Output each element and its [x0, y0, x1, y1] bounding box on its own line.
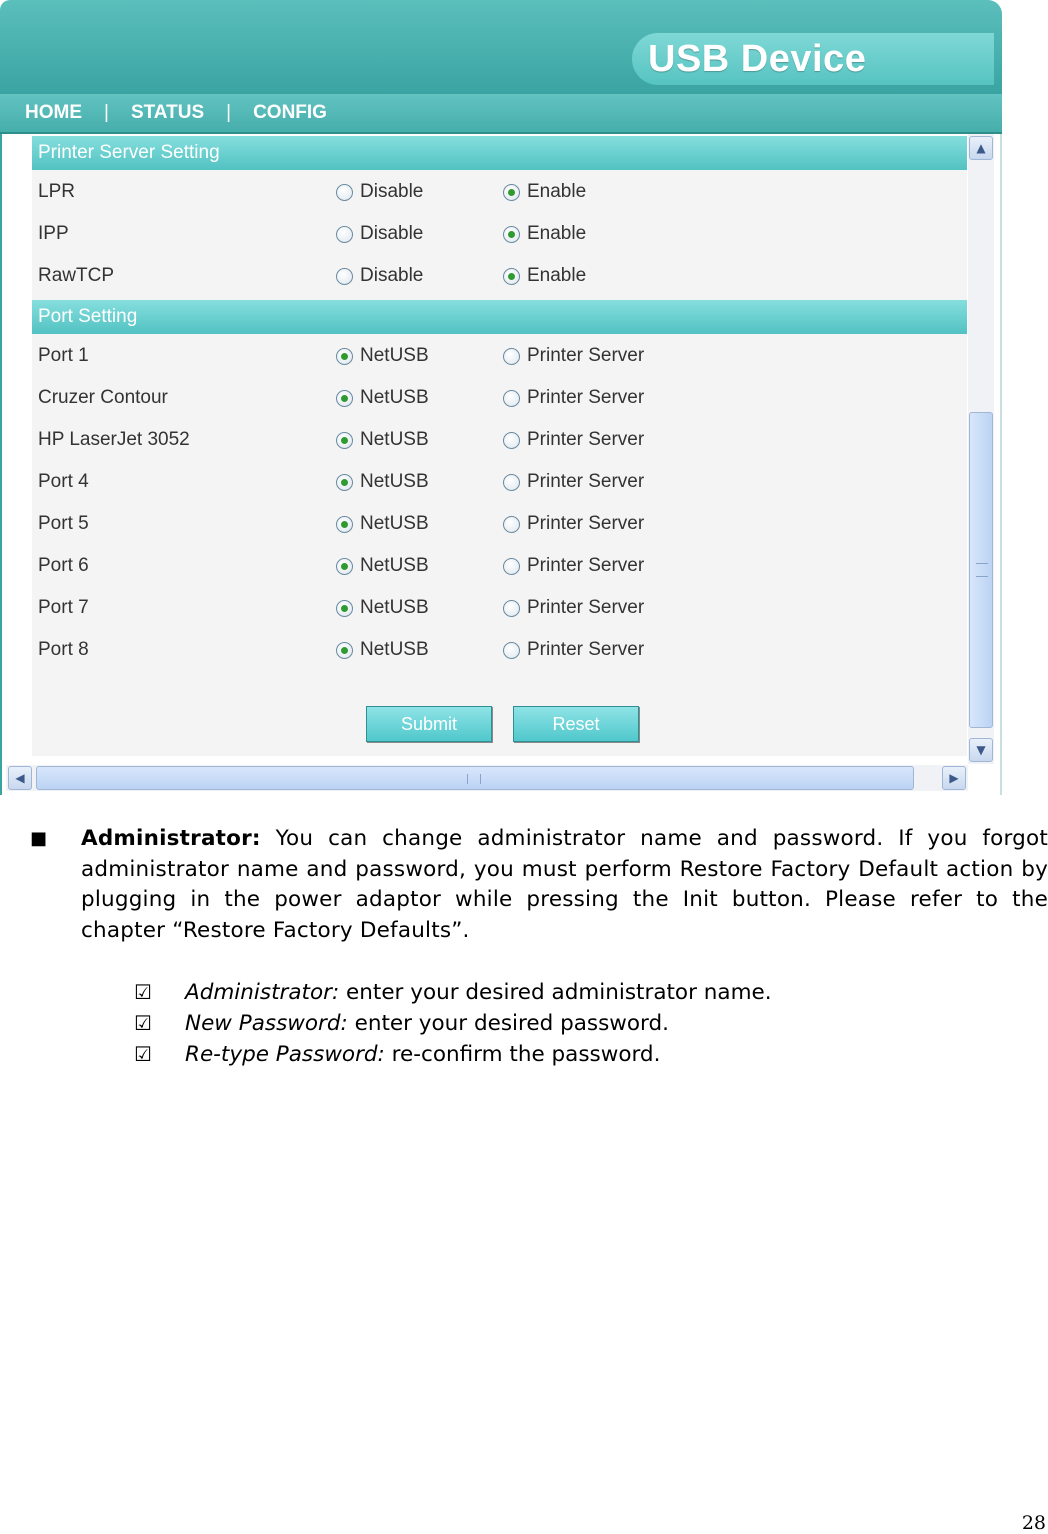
port-7-netusb-radio[interactable] [336, 597, 429, 619]
lpr-disable-radio[interactable] [336, 181, 423, 203]
vertical-scroll-thumb[interactable] [969, 412, 993, 728]
option-label: NetUSB [360, 513, 429, 534]
row-hp-laserjet [38, 426, 938, 456]
scroll-left-icon[interactable]: ◀ [8, 766, 32, 790]
option-label: Disable [360, 223, 424, 244]
option-label: Printer Server [527, 429, 645, 450]
option-label: Printer Server [527, 345, 645, 366]
row-label: Port 7 [38, 597, 89, 618]
port-7-printer-server-radio[interactable] [503, 597, 644, 619]
radio-icon [503, 600, 520, 617]
option-label: NetUSB [360, 345, 429, 366]
row-lpr [38, 178, 938, 208]
lpr-enable-radio[interactable] [503, 181, 586, 203]
row-port-8 [38, 636, 938, 666]
web-admin-screenshot [0, 0, 1002, 795]
radio-selected-icon [336, 432, 353, 449]
scroll-right-icon[interactable]: ▶ [942, 766, 966, 790]
row-port-4 [38, 468, 938, 498]
row-cruzer-contour [38, 384, 938, 414]
scroll-down-icon[interactable]: ▼ [969, 738, 993, 762]
checklist-desc: re-confirm the password. [391, 1042, 661, 1067]
port-8-printer-server-radio[interactable] [503, 639, 644, 661]
radio-selected-icon [336, 558, 353, 575]
option-label: Disable [360, 265, 424, 286]
checklist-term: Administrator: [185, 980, 340, 1005]
port-5-netusb-radio[interactable] [336, 513, 429, 535]
checkbox-icon: ☑ [134, 980, 152, 1004]
radio-selected-icon [503, 226, 520, 243]
port-8-netusb-radio[interactable] [336, 639, 429, 661]
option-label: Enable [527, 181, 587, 202]
port-2-printer-server-radio[interactable] [503, 387, 644, 409]
port-6-printer-server-radio[interactable] [503, 555, 644, 577]
checkbox-icon: ☑ [134, 1011, 152, 1035]
option-label: Printer Server [527, 597, 645, 618]
nav-home[interactable]: HOME [25, 102, 82, 123]
scroll-up-icon[interactable]: ▲ [969, 136, 993, 160]
row-label: Port 5 [38, 513, 89, 534]
port-3-printer-server-radio[interactable] [503, 429, 644, 451]
radio-selected-icon [336, 348, 353, 365]
grip-icon [467, 774, 481, 784]
port-4-printer-server-radio[interactable] [503, 471, 644, 493]
port-1-printer-server-radio[interactable] [503, 345, 644, 367]
checkbox-icon: ☑ [134, 1042, 152, 1066]
vertical-scrollbar[interactable] [968, 134, 994, 764]
checklist-item [185, 1011, 669, 1036]
horizontal-scroll-thumb[interactable] [36, 766, 914, 790]
row-label: IPP [38, 223, 69, 244]
radio-selected-icon [336, 516, 353, 533]
radio-selected-icon [503, 184, 520, 201]
radio-selected-icon [503, 268, 520, 285]
radio-icon [336, 226, 353, 243]
checklist-term: New Password: [185, 1011, 348, 1036]
option-label: Printer Server [527, 639, 645, 660]
radio-icon [503, 558, 520, 575]
row-port-6 [38, 552, 938, 582]
option-label: Printer Server [527, 387, 645, 408]
reset-button[interactable]: Reset [513, 706, 639, 742]
port-2-netusb-radio[interactable] [336, 387, 429, 409]
option-label: NetUSB [360, 471, 429, 492]
option-label: Enable [527, 223, 587, 244]
admin-body: You can change administrator name and password. If you forgot administrator name and password, you must perform Restore Factory Default action by plugging in the power adaptor while pressing the Init button. Please refer to the chapter “Restore Factory Defaults”. [81, 826, 1048, 943]
nav-config[interactable]: CONFIG [253, 102, 327, 123]
checklist-desc: enter your desired administrator name. [346, 980, 772, 1005]
option-label: Printer Server [527, 555, 645, 576]
radio-selected-icon [336, 642, 353, 659]
row-port-1 [38, 342, 938, 372]
grip-icon [976, 563, 988, 577]
row-label: Port 6 [38, 555, 89, 576]
radio-icon [503, 390, 520, 407]
row-label: Port 4 [38, 471, 89, 492]
checklist-item [185, 1042, 660, 1067]
nav-bar [0, 94, 1002, 134]
row-port-5 [38, 510, 938, 540]
section-printer-server: Printer Server Setting [32, 136, 967, 170]
radio-selected-icon [336, 390, 353, 407]
checklist-item [185, 980, 772, 1005]
radio-icon [336, 268, 353, 285]
submit-button[interactable]: Submit [366, 706, 492, 742]
radio-icon [503, 516, 520, 533]
checklist-term: Re-type Password: [185, 1042, 385, 1067]
section-port-setting: Port Setting [32, 300, 967, 334]
row-label: Port 1 [38, 345, 89, 366]
radio-icon [503, 348, 520, 365]
rawtcp-enable-radio[interactable] [503, 265, 586, 287]
option-label: Printer Server [527, 471, 645, 492]
option-label: Enable [527, 265, 587, 286]
radio-icon [503, 432, 520, 449]
row-label: HP LaserJet 3052 [38, 429, 190, 450]
row-label: Cruzer Contour [38, 387, 168, 408]
option-label: Printer Server [527, 513, 645, 534]
radio-selected-icon [336, 600, 353, 617]
port-1-netusb-radio[interactable] [336, 345, 429, 367]
radio-icon [503, 474, 520, 491]
rawtcp-disable-radio[interactable] [336, 265, 423, 287]
option-label: NetUSB [360, 555, 429, 576]
row-ipp [38, 220, 938, 250]
nav-separator: | [226, 102, 232, 123]
ipp-disable-radio[interactable] [336, 223, 423, 245]
row-label: LPR [38, 181, 75, 202]
option-label: NetUSB [360, 597, 429, 618]
nav-status[interactable]: STATUS [130, 102, 205, 123]
horizontal-scrollbar[interactable] [6, 765, 968, 791]
admin-description [81, 824, 1048, 946]
port-6-netusb-radio[interactable] [336, 555, 429, 577]
option-label: NetUSB [360, 387, 429, 408]
row-label: RawTCP [38, 265, 115, 286]
radio-icon [336, 184, 353, 201]
header-bar [0, 0, 1002, 94]
port-5-printer-server-radio[interactable] [503, 513, 644, 535]
option-label: Disable [360, 181, 424, 202]
checklist-desc: enter your desired password. [354, 1011, 669, 1036]
admin-heading: Administrator: [81, 826, 261, 851]
row-label: Port 8 [38, 639, 89, 660]
brand-logo: USB Device [632, 33, 994, 85]
option-label: NetUSB [360, 639, 429, 660]
page-number: 28 [1021, 1512, 1046, 1534]
radio-icon [503, 642, 520, 659]
option-label: NetUSB [360, 429, 429, 450]
port-4-netusb-radio[interactable] [336, 471, 429, 493]
nav-separator: | [104, 102, 109, 123]
ipp-enable-radio[interactable] [503, 223, 586, 245]
row-rawtcp [38, 262, 938, 292]
row-port-7 [38, 594, 938, 624]
port-3-netusb-radio[interactable] [336, 429, 429, 451]
radio-selected-icon [336, 474, 353, 491]
bullet-icon: ■ [30, 828, 48, 849]
